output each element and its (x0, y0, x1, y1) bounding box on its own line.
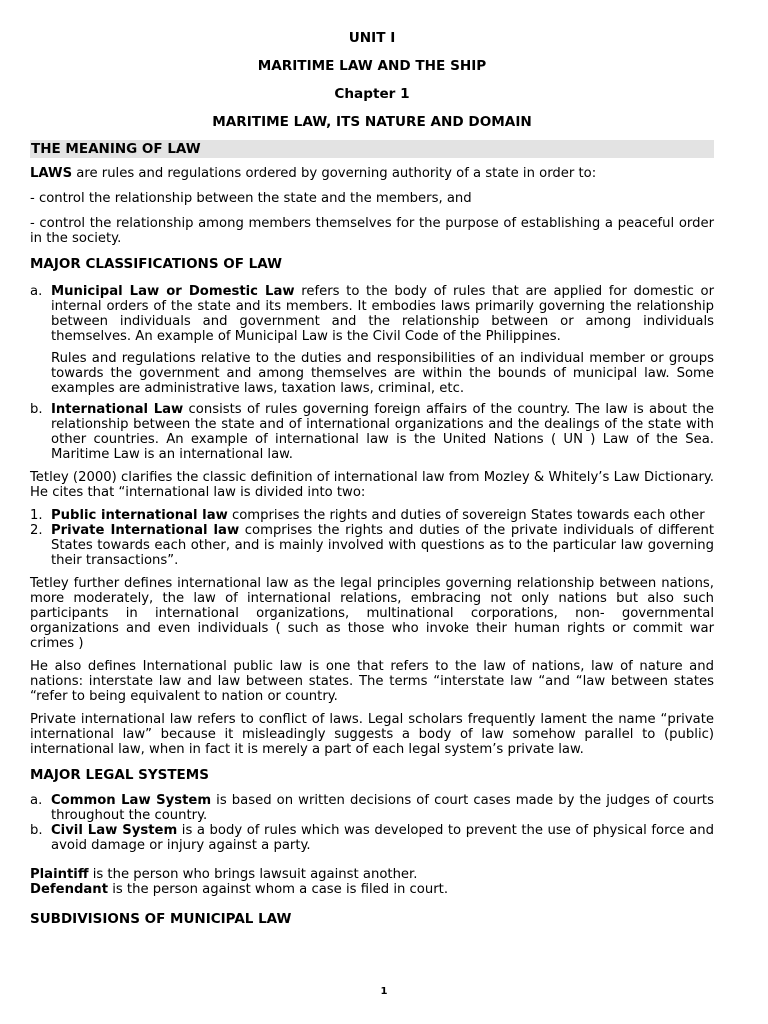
section-heading-meaning-of-law: THE MEANING OF LAW (30, 140, 714, 158)
list-marker: 2. (30, 523, 43, 538)
classification-item-municipal (30, 284, 714, 344)
chapter-title: MARITIME LAW, ITS NATURE AND DOMAIN (212, 114, 532, 130)
public-international-law-text: comprises the rights and duties of sovereign States towards each other (227, 508, 705, 523)
unit-heading: UNIT I (348, 30, 396, 46)
numbered-item-private (30, 523, 714, 568)
private-international-law-text: comprises the rights and duties of the private individuals of different States towards each other, and is mainly involved with questions as to the particular law governing their transactions”. (51, 523, 715, 568)
legal-system-item-common (30, 793, 714, 823)
plaintiff-text: is the person who brings lawsuit against another. (88, 867, 418, 882)
document-title: MARITIME LAW AND THE SHIP (257, 58, 487, 74)
tetley-further-paragraph: Tetley further defines international law as the legal principles governing relationship between nations, more moderately, the law of international relations, embracing not only nations but also such participants in international organizations, multinational corporations, non- governmental organizations and even individuals ( such as those who invoke their human rights or commit war crimes ) (30, 576, 714, 651)
defendant-term: Defendant (30, 882, 108, 897)
municipal-law-paragraph-2: Rules and regulations relative to the duties and responsibilities of an individual member or groups towards the government and among themselves are within the bounds of municipal law. Some examples are administrative laws, taxation laws, criminal, etc. (51, 351, 714, 396)
international-law-term: International Law (51, 402, 184, 417)
classification-item-international (30, 402, 714, 462)
laws-purpose-1: - control the relationship between the state and the members, and (30, 191, 472, 206)
defendant-text: is the person against whom a case is filed in court. (108, 882, 449, 897)
international-law-text: consists of rules governing foreign affairs of the country. The law is about the relationship between the state and of international organizations and the dealings of the state with other countries. An example of international law is the United Nations ( UN ) Law of the Sea. Maritime Law is an international law. (51, 402, 714, 462)
civil-law-text: is a body of rules which was developed to prevent the use of physical force and avoid damage or injury against a party. (51, 823, 714, 853)
legal-system-item-civil (30, 823, 714, 853)
common-law-term: Common Law System (51, 793, 212, 808)
chapter-heading: Chapter 1 (334, 86, 410, 102)
list-marker: a. (30, 793, 43, 808)
laws-purpose-2: - control the relationship among members themselves for the purpose of establishing a peaceful order in the society. (30, 216, 714, 246)
private-international-law-term: Private International law (51, 523, 240, 538)
section-heading-legal-systems: MAJOR LEGAL SYSTEMS (30, 767, 209, 783)
document-page (30, 24, 714, 927)
civil-law-term: Civil Law System (51, 823, 178, 838)
laws-term: LAWS (30, 166, 73, 181)
section-heading-classifications: MAJOR CLASSIFICATIONS OF LAW (30, 256, 283, 272)
list-marker: a. (30, 284, 43, 299)
private-law-paragraph: Private international law refers to conflict of laws. Legal scholars frequently lament the name “private international law” because it misleadingly suggests a body of law somehow parallel to (public) international law, when in fact it is merely a part of each legal system’s private law. (30, 712, 714, 757)
municipal-law-text: refers to the body of rules that are applied for domestic or internal orders of the state and its members. It embodies laws primarily governing the relationship between individuals and government and the relationship between or among individuals themselves. An example of Municipal Law is the Civil Code of the Philippines. (51, 284, 715, 344)
tetley-intro-paragraph: Tetley (2000) clarifies the classic definition of international law from Mozley & Whitely’s Law Dictionary. He cites that “international law is divided into two: (30, 470, 714, 500)
section-heading-subdivisions: SUBDIVISIONS OF MUNICIPAL LAW (30, 911, 292, 927)
numbered-item-public (30, 508, 714, 523)
laws-text: are rules and regulations ordered by governing authority of a state in order to: (72, 166, 597, 181)
laws-definition (30, 166, 714, 181)
public-law-paragraph: He also defines International public law is one that refers to the law of nations, law of nature and nations: interstate law and law between states. The terms “interstate law “and “law between states “refer to being equivalent to nation or country. (30, 659, 714, 704)
common-law-text: is based on written decisions of court cases made by the judges of courts throughout the country. (51, 793, 714, 823)
list-marker: b. (30, 402, 43, 417)
list-marker: b. (30, 823, 43, 838)
page-number: 1 (380, 986, 388, 997)
municipal-law-term: Municipal Law or Domestic Law (51, 284, 295, 299)
public-international-law-term: Public international law (51, 508, 228, 523)
plaintiff-definition (30, 867, 714, 882)
list-marker: 1. (30, 508, 43, 523)
plaintiff-term: Plaintiff (30, 867, 89, 882)
defendant-definition (30, 882, 714, 897)
